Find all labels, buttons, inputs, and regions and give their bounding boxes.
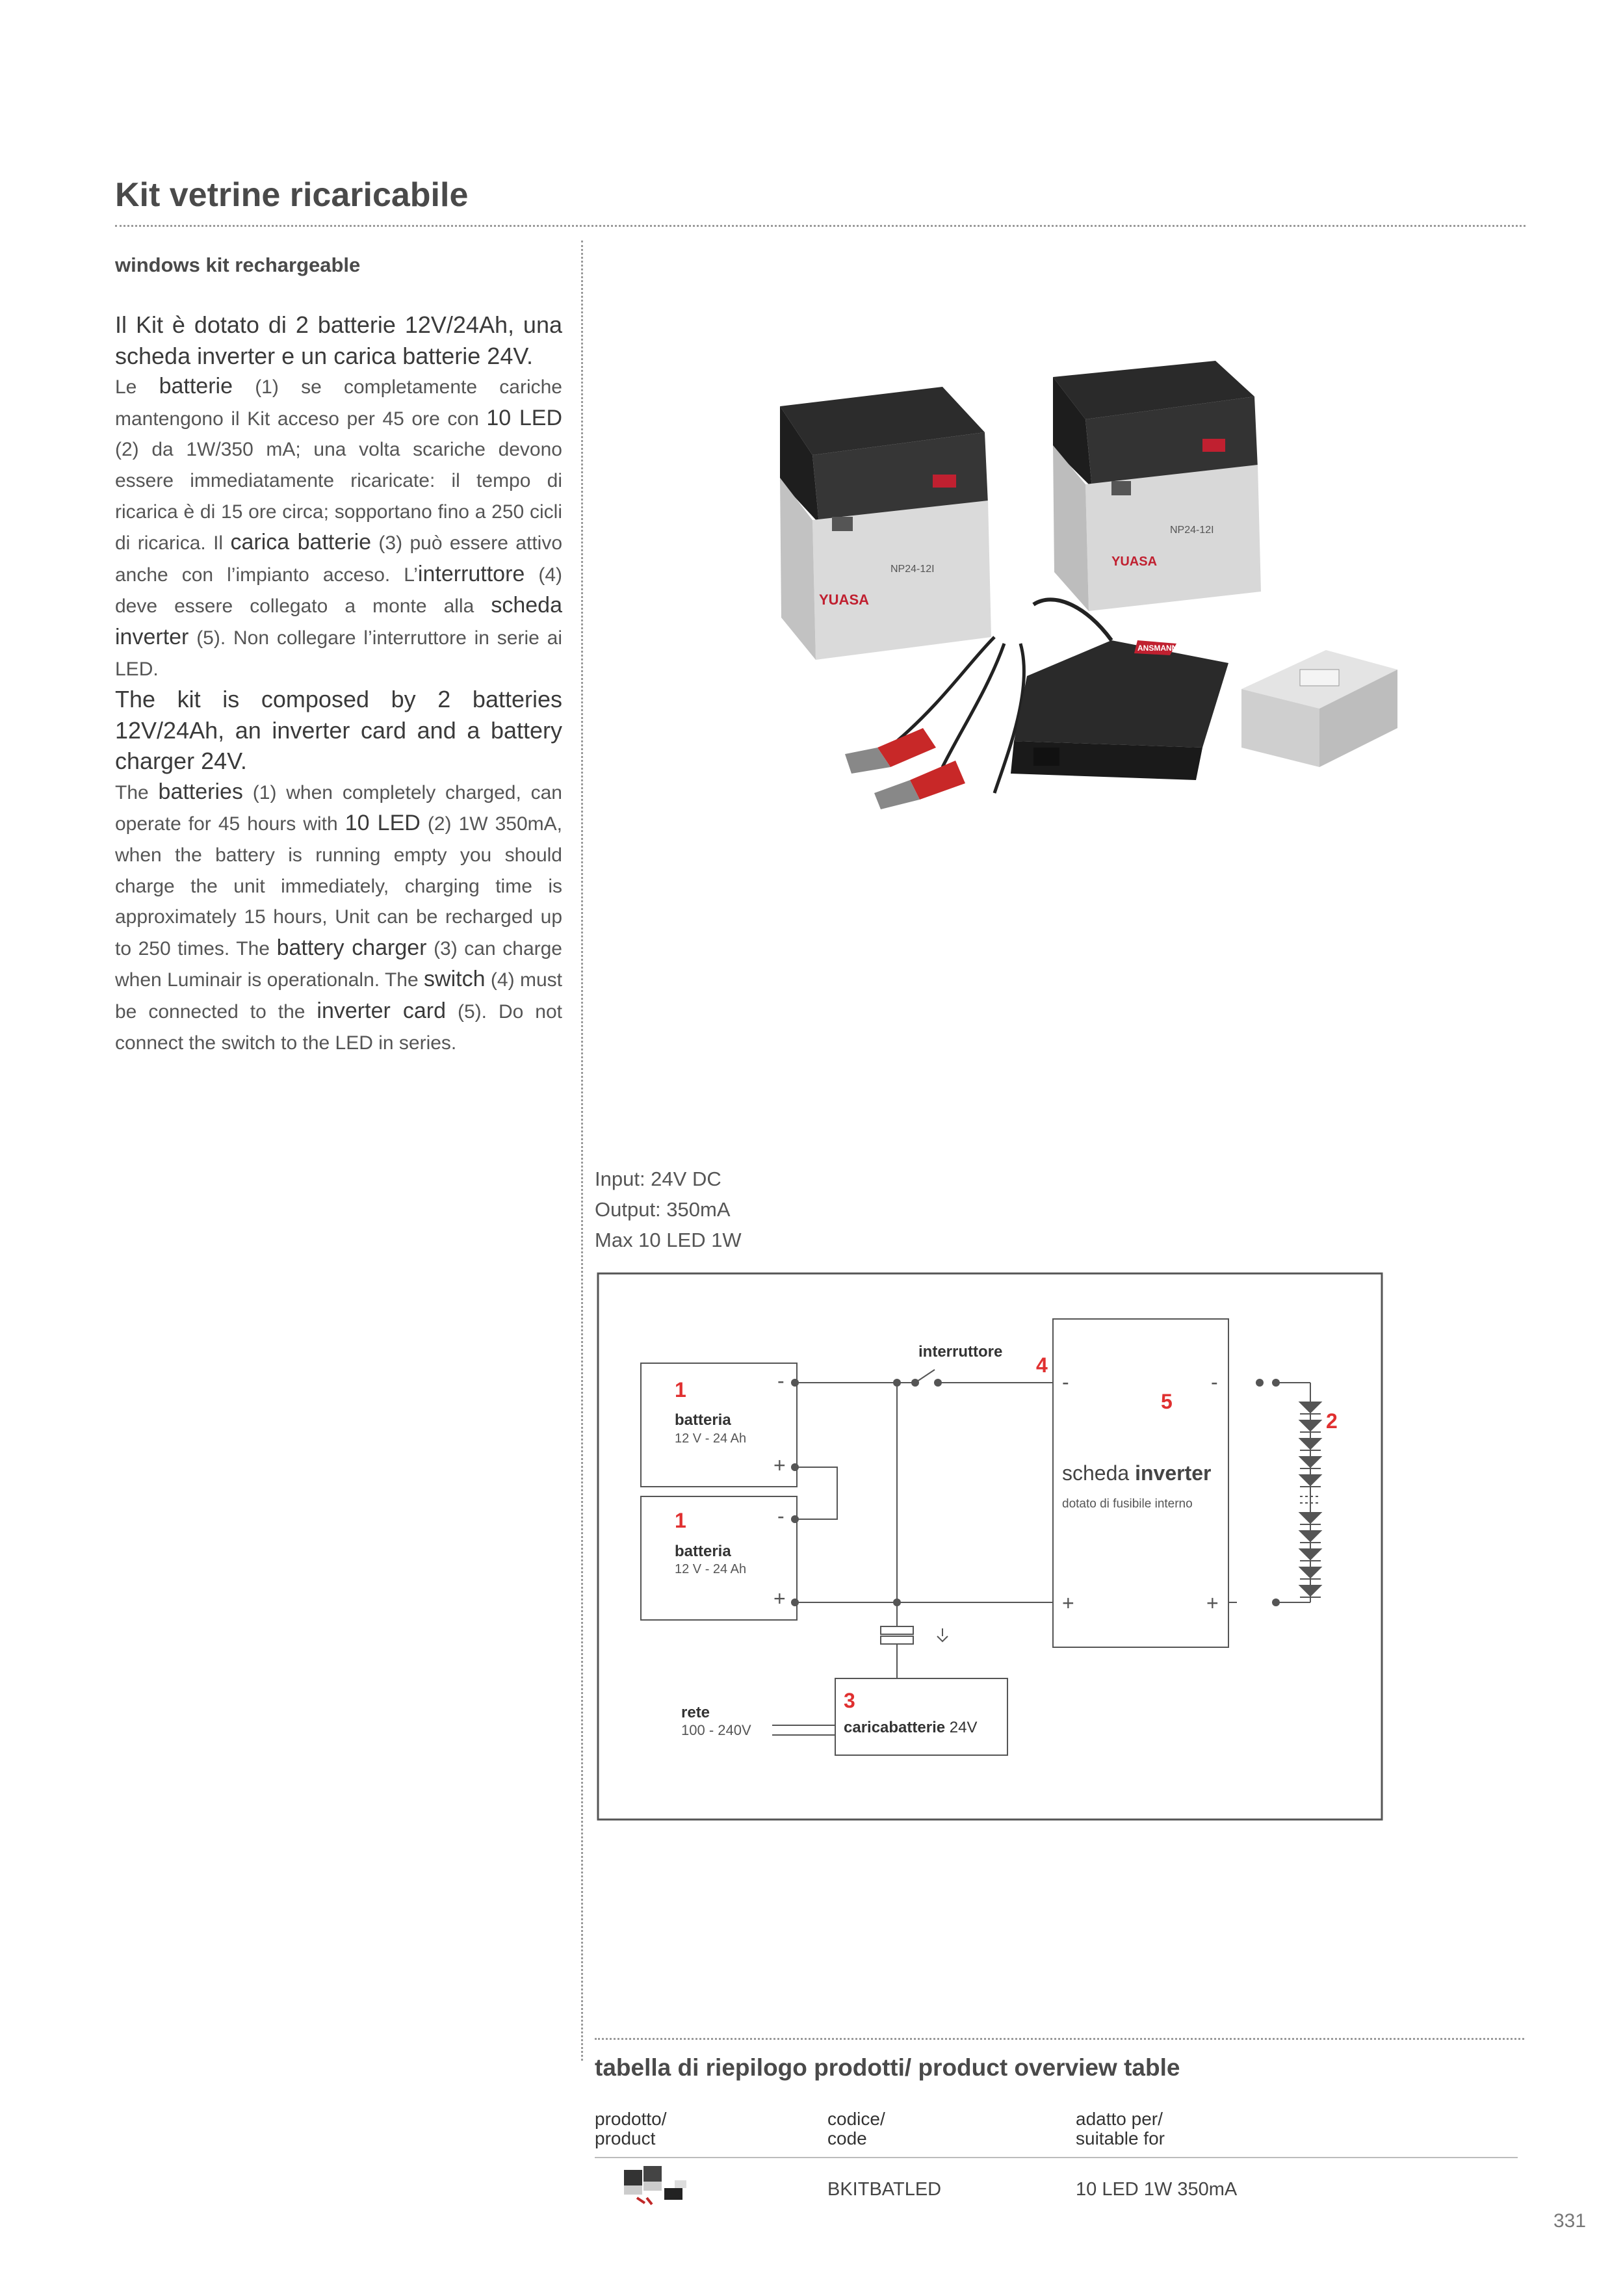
battery-2-label: batteria	[675, 1543, 731, 1560]
mains-range: 100 - 240V	[681, 1722, 751, 1738]
row-code: BKITBATLED	[827, 2179, 942, 2200]
battery-1	[641, 1363, 797, 1487]
header-suitable: adatto per/ suitable for	[1076, 2109, 1165, 2148]
battery-1-plus: +	[773, 1454, 786, 1477]
spec-input: Input: 24V DC	[595, 1168, 721, 1190]
page-number: 331	[1553, 2210, 1587, 2232]
battery-back-brand: YUASA	[1111, 554, 1158, 569]
battery-front-model: NP24-12I	[890, 564, 935, 575]
row-suitable: 10 LED 1W 350mA	[1076, 2179, 1238, 2200]
italian-description	[115, 309, 562, 685]
battery-back-model: NP24-12I	[1170, 525, 1214, 536]
charger-number: 3	[844, 1689, 855, 1712]
battery-1-number: 1	[675, 1378, 686, 1402]
spec-max: Max 10 LED 1W	[595, 1229, 742, 1251]
table-divider	[595, 2038, 1524, 2040]
inverter-minus-out: -	[1211, 1370, 1218, 1394]
column-divider	[581, 241, 583, 2061]
spec-output: Output: 350mA	[595, 1198, 731, 1221]
inverter-card	[1053, 1319, 1228, 1647]
battery-front-image	[780, 387, 991, 660]
charger-label: caricabatterie 24V	[844, 1719, 978, 1736]
italian-lead: Il Kit è dotato di 2 batterie 12V/24Ah, una scheda inverter e un carica batterie 24V.	[115, 311, 562, 369]
product-thumbnail	[617, 2162, 689, 2208]
charger-image	[1011, 599, 1228, 780]
battery-front-brand: YUASA	[819, 592, 870, 608]
inverter-card-image	[1241, 650, 1397, 767]
charger-brand: ANSMANN	[1137, 644, 1178, 653]
inverter-minus-in: -	[1062, 1370, 1069, 1394]
page-title: Kit vetrine ricaricabile	[115, 176, 469, 214]
inverter-note: dotato di fusibile interno	[1062, 1497, 1193, 1511]
english-body: The batteries (1) when completely charged, can operate for 45 hours with 10 LED (2) 1W 350mA, when the battery is running empty you should charge the unit immediately, charging time is approximately 15 hours, Unit can be recharged up to 250 times. The battery charger (3) can charge when Luminair is operationaln. The switch (4) must be connected to the inverter card (5). Do not connect the switch to the LED in series.	[115, 779, 562, 1054]
product-photo	[747, 299, 1449, 910]
inverter-plus-out: +	[1206, 1591, 1219, 1615]
battery-back-image	[1053, 361, 1261, 611]
battery-2-plus: +	[773, 1587, 786, 1610]
charger-connector	[881, 1626, 948, 1644]
battery-2-number: 1	[675, 1509, 686, 1532]
battery-1-label: batteria	[675, 1411, 731, 1429]
mains-label: rete	[681, 1704, 710, 1721]
table-header-line	[595, 2157, 1518, 2158]
battery-2-spec: 12 V - 24 Ah	[675, 1562, 747, 1576]
english-description	[115, 684, 562, 1058]
clamp-cables-image	[897, 637, 1024, 793]
wiring-diagram	[597, 1272, 1384, 1822]
battery-2-minus: -	[777, 1504, 785, 1528]
inverter-label: scheda inverter	[1062, 1461, 1212, 1485]
subtitle: windows kit rechargeable	[115, 254, 361, 276]
led-number: 2	[1326, 1409, 1338, 1433]
inverter-plus-in: +	[1062, 1591, 1074, 1615]
english-lead: The kit is composed by 2 batteries 12V/24Ah, an inverter card and a battery charger 24V.	[115, 686, 562, 775]
header-code: codice/ code	[827, 2109, 885, 2148]
title-divider	[115, 225, 1526, 227]
table-row	[595, 2159, 1518, 2211]
header-product: prodotto/ product	[595, 2109, 667, 2148]
switch-number: 4	[1036, 1353, 1048, 1377]
switch-label: interruttore	[918, 1343, 1003, 1361]
battery-2	[641, 1496, 797, 1620]
battery-1-spec: 12 V - 24 Ah	[675, 1431, 747, 1446]
red-clamp-image	[845, 728, 965, 809]
specs-block	[595, 1164, 742, 1255]
italian-body: Le batterie (1) se completamente cariche mantengono il Kit acceso per 45 ore con 10 LED (2) da 1W/350 mA; una volta scariche devono essere immediatamente ricaricate: il tempo di ricarica è di 15 ore circa; sopportano fino a 250 cicli di ricarica. Il carica batterie (3) può essere attivo anche con l’impianto acceso. L’interruttore (4) deve essere collegato a monte alla scheda inverter (5). Non collegare l’interruttore in serie ai LED.	[115, 374, 563, 680]
table-title: tabella di riepilogo prodotti/ product overview table	[595, 2054, 1180, 2081]
battery-1-minus: -	[777, 1369, 785, 1392]
battery-charger	[835, 1678, 1007, 1755]
inverter-number: 5	[1161, 1390, 1173, 1413]
